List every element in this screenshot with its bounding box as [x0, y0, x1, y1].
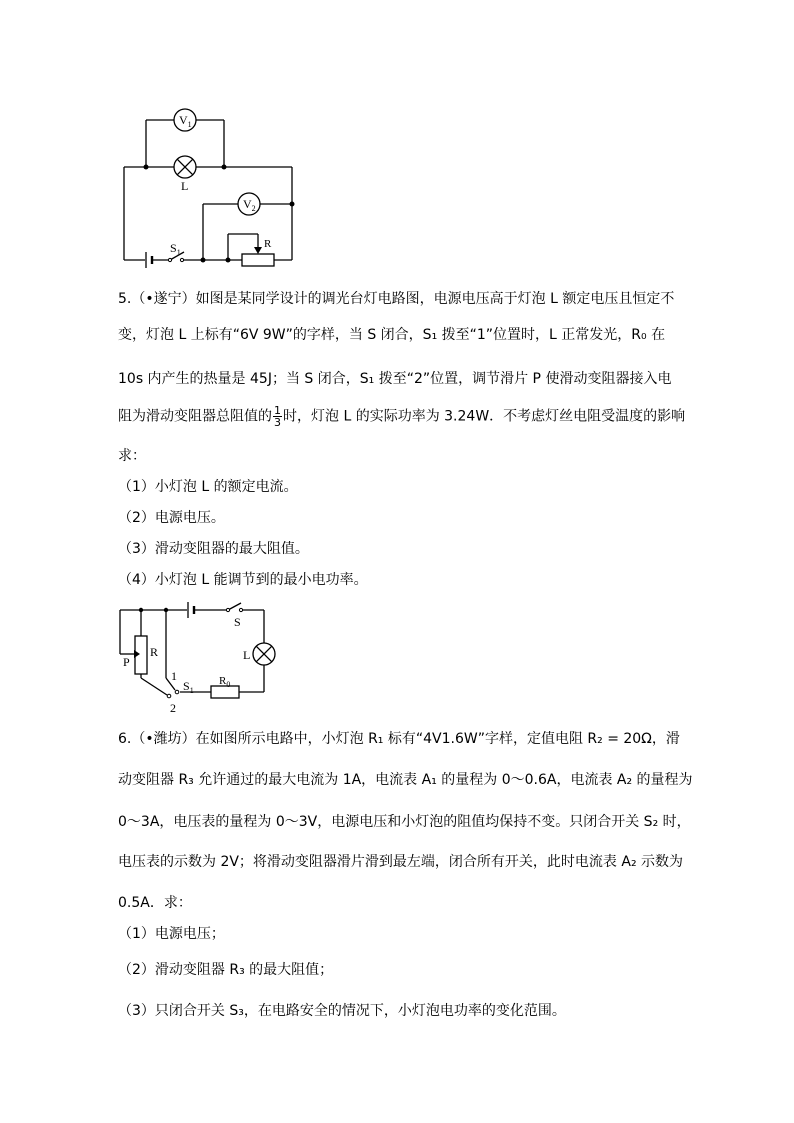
- switch-label: S: [170, 241, 177, 255]
- q5-line-4-pre: 阻为滑动变阻器总阻值的: [118, 408, 272, 425]
- switch-s1-label: S: [183, 679, 190, 693]
- lamp-label: L: [181, 179, 189, 193]
- svg-text:S1: [183, 679, 194, 695]
- fraction-denominator: 3: [274, 416, 281, 429]
- lamp-l-label: L: [243, 648, 251, 662]
- q5-item-4: （4）小灯泡 L 能调节到的最小电功率。: [118, 572, 368, 588]
- lamp-symbol: [174, 156, 196, 178]
- q5-line-1: 5.（•遂宁）如图是某同学设计的调光台灯电路图，电源电压高于灯泡 L 额定电压且恒定不: [118, 291, 675, 307]
- v2-sub: 2: [251, 204, 256, 213]
- circuit-diagram-2: [110, 598, 290, 718]
- rheostat-r-label: R: [150, 645, 159, 659]
- q5-item-3: （3）滑动变阻器的最大阻值。: [118, 541, 309, 557]
- q6-line-4: 电压表的示数为 2V；将滑动变阻器滑片滑到最左端，闭合所有开关，此时电流表 A₂ 示数为: [118, 854, 684, 870]
- fraction-one-third: [273, 405, 282, 428]
- r0-label: R: [219, 675, 227, 687]
- svg-text:S1: [170, 241, 181, 257]
- q6-line-3: 0～3A，电压表的量程为 0～3V，电源电压和小灯泡的阻值均保持不变。只闭合开关 S₂ 时，: [118, 814, 691, 830]
- q5-line-4-post: 时，灯泡 L 的实际功率为 3.24W．不考虑灯丝电阻受温度的影响: [283, 408, 686, 425]
- q6-item-3: （3）只闭合开关 S₃，在电路安全的情况下，小灯泡电功率的变化范围。: [118, 1003, 566, 1019]
- svg-text:R0: [219, 675, 230, 689]
- circuit-diagram-1: [110, 100, 310, 272]
- q5-line-3: 10s 内产生的热量是 45J；当 S 闭合，S₁ 拨至“2”位置，调节滑片 P 使滑动变阻器接入电: [118, 371, 672, 387]
- q5-line-2: 变，灯泡 L 上标有“6V 9W”的字样，当 S 闭合，S₁ 拨至“1”位置时，L 正常发光，R₀ 在: [118, 327, 666, 343]
- q5-item-2: （2）电源电压。: [118, 510, 225, 526]
- position-1-label: 1: [171, 669, 177, 683]
- v2-label: V: [243, 197, 252, 211]
- resistor-label: R: [264, 238, 272, 250]
- fraction-numerator: 1: [274, 404, 281, 417]
- position-2-label: 2: [170, 701, 176, 715]
- q6-item-1: （1）电源电压；: [118, 926, 225, 942]
- r0-sub: 0: [226, 680, 231, 689]
- v1-sub: 1: [187, 120, 192, 129]
- q5-item-1: （1）小灯泡 L 的额定电流。: [118, 479, 298, 495]
- v1-label: V: [179, 113, 188, 127]
- q6-item-2: （2）滑动变阻器 R₃ 的最大阻值；: [118, 962, 334, 978]
- switch-s1-sub: 1: [189, 686, 194, 695]
- q5-line-5: 求：: [118, 448, 146, 464]
- q5-line-4: [118, 405, 685, 428]
- switch-sub: 1: [176, 248, 181, 257]
- q6-line-5: 0.5A．求：: [118, 895, 192, 911]
- switch-s-label: S: [234, 615, 241, 629]
- q6-line-2: 动变阻器 R₃ 允许通过的最大电流为 1A，电流表 A₁ 的量程为 0～0.6A，电流表 A₂ 的量程为: [118, 772, 693, 788]
- q6-line-1: 6.（•潍坊）在如图所示电路中，小灯泡 R₁ 标有“4V1.6W”字样，定值电阻 R₂ = 20Ω，滑: [118, 731, 680, 747]
- slider-p-label: P: [123, 655, 130, 669]
